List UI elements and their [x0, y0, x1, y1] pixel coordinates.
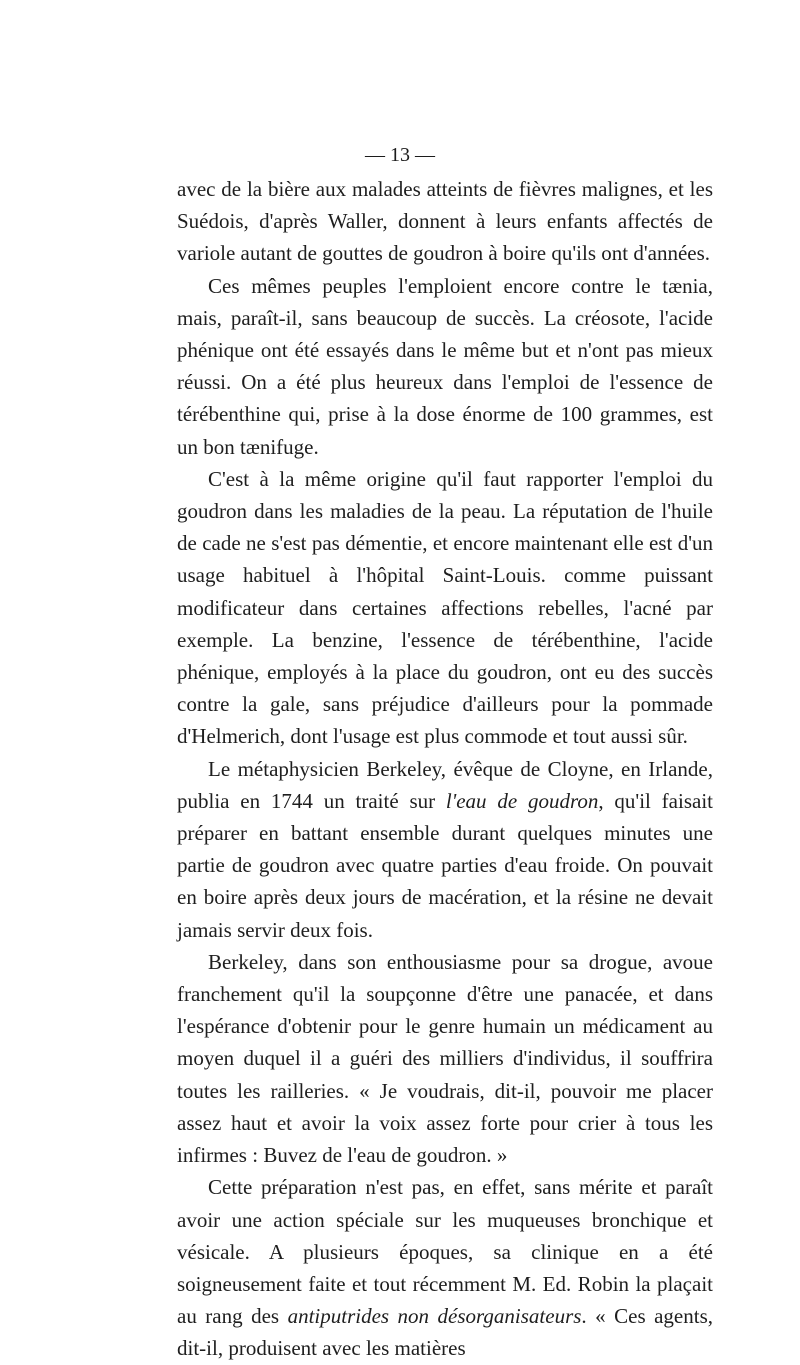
paragraph-6-after: . « Ces agents, dit-il, produisent avec les matières — [177, 1304, 713, 1361]
paragraph-6 — [177, 1171, 713, 1364]
paragraph-2: Ces mêmes peuples l'emploient encore contre le tænia, mais, paraît-il, sans beaucoup de succès. La créosote, l'acide phénique ont été essayés dans le même but et n'ont pas mieux réussi. On a été plus heureux dans l'emploi de l'essence de térébenthine qui, prise à la dose énorme de 100 grammes, est un bon tænifuge. — [177, 273, 713, 459]
paragraph-5: Berkeley, dans son enthousiasme pour sa drogue, avoue franchement qu'il la soupçonne d'être une panacée, et dans l'espérance d'obtenir pour le genre humain un médicament au moyen duquel il a guéri des milliers d'individus, il souffrira toutes les railleries. « Je voudrais, dit-il, pouvoir me placer assez haut et avoir la voix assez forte pour crier à tous les infirmes : Buvez de l'eau de goudron. » — [177, 949, 713, 1168]
body-text — [177, 173, 713, 1365]
paragraph-1: avec de la bière aux malades atteints de fièvres malignes, et les Suédois, d'après Waller, donnent à leurs enfants affectés de variole autant de gouttes de goudron à boire qu'ils ont d'années. — [177, 177, 713, 266]
term-antiputrides: antiputrides non désorganisateurs — [287, 1304, 582, 1329]
paragraph-6-before: Cette préparation n'est pas, en effet, sans mérite et paraît avoir une action spéciale sur les muqueuses bronchique et vésicale. A plusieurs époques, sa clinique en a été soigneusement faite et tout récemment M. Ed. Robin la plaçait au rang des — [177, 1175, 713, 1329]
paragraph-3: C'est à la même origine qu'il faut rapporter l'emploi du goudron dans les maladies de la peau. La réputation de l'huile de cade ne s'est pas démentie, et encore maintenant elle est d'un usage habituel à l'hôpital Saint-Louis. comme puissant modificateur dans certaines affections rebelles, l'acné par exemple. La benzine, l'essence de térébenthine, l'acide phénique, employés à la place du goudron, ont eu des succès contre la gale, sans préjudice d'ailleurs pour la pommade d'Helmerich, dont l'usage est plus commode et tout aussi sûr. — [177, 466, 713, 749]
paragraph-4-after: , qu'il faisait préparer en battant ensemble durant quelques minutes une partie de goudron avec quatre parties d'eau froide. On pouvait en boire après deux jours de macération, et la résine ne devait jamais servir deux fois. — [177, 788, 713, 942]
book-title-eau-de-goudron: l'eau de goudron — [445, 788, 599, 813]
paragraph-4 — [177, 753, 713, 946]
paragraph-4-before: Le métaphysicien Berkeley, évêque de Cloyne, en Irlande, publia en 1744 un traité sur — [177, 756, 713, 813]
page-number: — 13 — — [365, 144, 435, 166]
